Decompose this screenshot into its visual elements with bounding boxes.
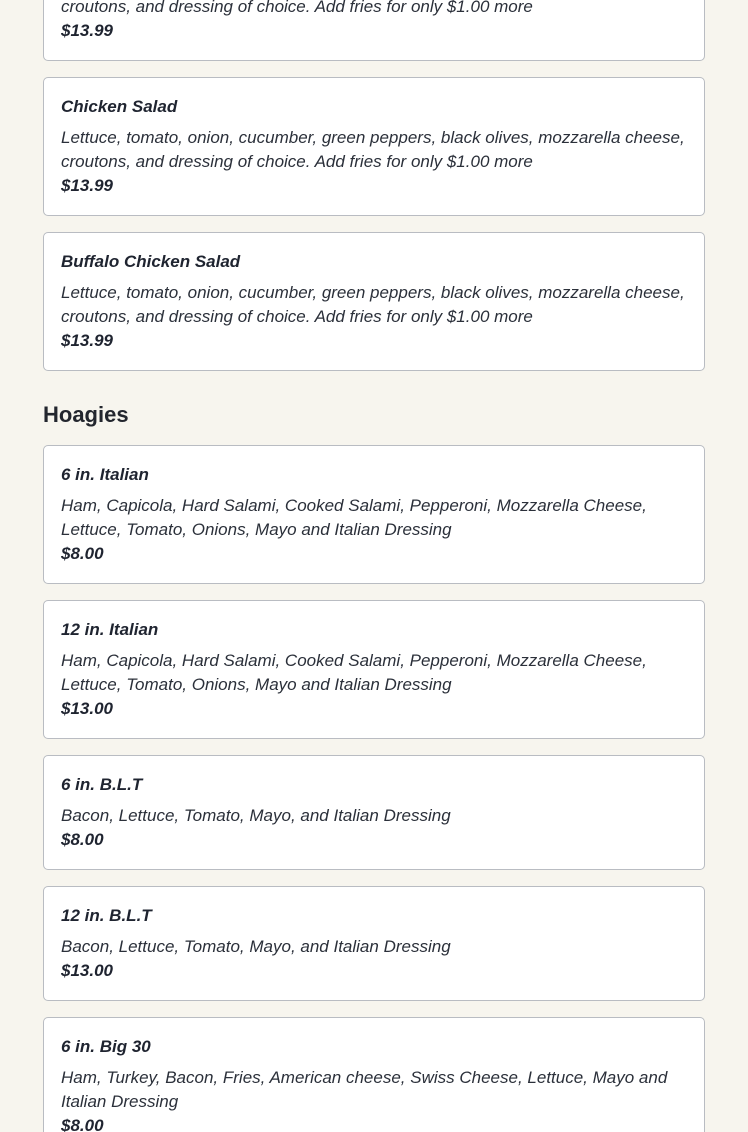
menu-item-name: 12 in. B.L.T xyxy=(61,906,152,925)
menu-item-description: Lettuce, tomato, onion, cucumber, green peppers, black olives, mozzarella cheese, croutons, and dressing of choice. Add fries for only $1.00 more xyxy=(61,283,685,326)
menu-item-description: Lettuce, tomato, onion, cucumber, green peppers, black olives, mozzarella cheese, croutons, and dressing of choice. Add fries for only $1.00 more xyxy=(61,128,685,171)
menu-content xyxy=(43,0,705,1132)
menu-item-description: Ham, Capicola, Hard Salami, Cooked Salami, Pepperoni, Mozzarella Cheese, Lettuce, Tomato, Onions, Mayo and Italian Dressing xyxy=(61,651,647,694)
menu-item-name: 12 in. Italian xyxy=(61,620,159,639)
menu-item-card[interactable] xyxy=(43,0,705,61)
menu-item-description: Ham, Capicola, Hard Salami, Cooked Salami, Pepperoni, Mozzarella Cheese, Lettuce, Tomato, Onions, Mayo and Italian Dressing xyxy=(61,496,647,539)
menu-item-name: Buffalo Chicken Salad xyxy=(61,252,241,271)
menu-item-price: $13.99 xyxy=(61,331,113,350)
menu-item-price: $13.00 xyxy=(61,699,113,718)
menu-item-description: Ham, Turkey, Bacon, Fries, American cheese, Swiss Cheese, Lettuce, Mayo and Italian Dressing xyxy=(61,1068,668,1111)
menu-item-card[interactable] xyxy=(43,600,705,739)
menu-item-name: Chicken Salad xyxy=(61,97,178,116)
menu-item-price: $13.00 xyxy=(61,961,113,980)
menu-item-price: $8.00 xyxy=(61,1116,104,1132)
menu-item-name: 6 in. B.L.T xyxy=(61,775,143,794)
menu-item-description: Bacon, Lettuce, Tomato, Mayo, and Italian Dressing xyxy=(61,806,451,825)
section-title-hoagies: Hoagies xyxy=(43,402,129,427)
menu-item-card[interactable] xyxy=(43,77,705,216)
menu-item-price: $13.99 xyxy=(61,21,113,40)
menu-item-name: 6 in. Italian xyxy=(61,465,149,484)
menu-item-description: Bacon, Lettuce, Tomato, Mayo, and Italian Dressing xyxy=(61,937,451,956)
menu-item-price: $8.00 xyxy=(61,544,104,563)
menu-item-card[interactable] xyxy=(43,886,705,1001)
menu-item-price: $8.00 xyxy=(61,830,104,849)
menu-item-card[interactable] xyxy=(43,1017,705,1132)
menu-item-card[interactable] xyxy=(43,755,705,870)
menu-item-card[interactable] xyxy=(43,445,705,584)
menu-item-description: croutons, and dressing of choice. Add fries for only $1.00 more xyxy=(61,0,533,16)
menu-item-card[interactable] xyxy=(43,232,705,371)
menu-item-price: $13.99 xyxy=(61,176,113,195)
menu-item-name: 6 in. Big 30 xyxy=(61,1037,151,1056)
